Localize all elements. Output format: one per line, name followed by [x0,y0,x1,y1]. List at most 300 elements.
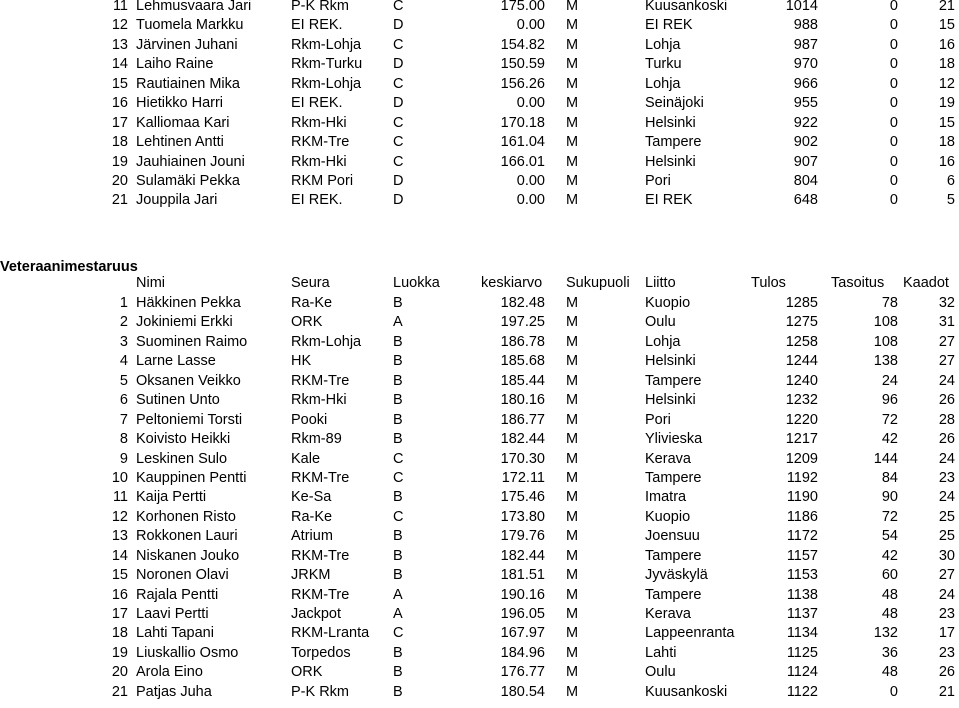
cell-score: 1240 [785,372,818,389]
cell-name: Liuskallio Osmo [136,644,239,661]
cell-average: 181.51 [500,567,545,584]
cell-average: 185.44 [500,372,545,389]
table-row [0,391,959,410]
cell-club: Ra-Ke [291,295,333,311]
cell-class: B [393,392,403,409]
table-row [0,450,959,469]
cell-handicap: 54 [881,528,898,545]
cell-name: Hietikko Harri [136,95,224,112]
cell-average: 167.97 [500,625,545,642]
cell-association: Helsinki [645,392,696,409]
cell-handicap: 0 [889,153,898,170]
cell-rank: 19 [111,153,128,170]
cell-association: Jyväskylä [645,567,708,584]
cell-strikes: 26 [938,664,955,681]
cell-handicap: 72 [881,508,898,525]
cell-gender: M [566,0,579,14]
cell-score: 1157 [786,547,818,564]
cell-club: Jackpot [291,606,341,622]
table-row [0,547,959,566]
table-row [0,469,959,488]
cell-club: EI REK. [291,192,343,209]
cell-gender: M [566,192,579,209]
cell-rank: 14 [111,547,128,564]
cell-handicap: 0 [889,172,898,189]
cell-class: D [393,56,404,73]
cell-score: 1124 [786,664,818,681]
cell-association: Kuusankoski [645,0,728,14]
cell-club: ORK [291,314,323,331]
cell-name: Rautiainen Mika [136,75,240,92]
cell-name: Suominen Raimo [136,333,248,350]
cell-score: 987 [793,36,818,53]
cell-gender: M [566,567,579,584]
cell-association: Imatra [645,489,687,506]
cell-handicap: 0 [889,95,898,112]
cell-club: Rkm-Lohja [291,333,362,350]
cell-score: 1209 [785,450,818,467]
cell-class: B [393,644,403,661]
cell-gender: M [566,353,579,370]
cell-name: Larne Lasse [136,353,216,370]
cell-gender: M [566,625,579,642]
cell-gender: M [566,314,579,331]
cell-gender: M [566,392,579,409]
cell-association: Turku [645,56,682,73]
cell-score: 1217 [785,431,818,448]
cell-association: Seinäjoki [645,95,704,112]
table-row [0,333,959,352]
cell-score: 648 [793,192,818,209]
cell-handicap: 48 [881,586,898,603]
cell-association: EI REK [645,192,693,209]
cell-strikes: 31 [938,314,955,331]
cell-club: EI REK. [291,17,343,34]
cell-association: Lappeenranta [645,625,735,642]
cell-name: Kaija Pertti [136,489,207,506]
cell-average: 0.00 [516,17,545,34]
cell-gender: M [566,528,579,545]
cell-average: 170.18 [500,114,545,131]
cell-average: 180.16 [500,392,545,409]
cell-class: C [393,114,404,131]
veteran-results-table [0,294,959,702]
cell-average: 179.76 [500,528,545,545]
header-seura: Seura [291,275,330,291]
cell-rank: 19 [111,644,128,661]
cell-gender: M [566,295,579,311]
table-row [0,372,959,391]
cell-strikes: 21 [938,683,955,700]
table-row [0,488,959,507]
cell-rank: 12 [111,17,128,34]
cell-rank: 4 [119,353,128,370]
cell-handicap: 0 [889,192,898,209]
table-row [0,172,959,191]
cell-strikes: 24 [938,372,955,389]
cell-club: RKM-Tre [291,372,350,389]
cell-gender: M [566,172,579,189]
cell-class: C [393,508,404,525]
table-row [0,114,959,133]
cell-strikes: 12 [938,75,955,92]
cell-score: 1134 [786,625,818,642]
cell-association: Oulu [645,664,676,681]
cell-association: Helsinki [645,114,696,131]
results-table-top [0,0,959,211]
cell-strikes: 23 [938,644,955,661]
cell-gender: M [566,450,579,467]
cell-name: Jouppila Jari [136,192,218,209]
cell-name: Jokiniemi Erkki [136,314,233,331]
cell-strikes: 18 [938,56,955,73]
cell-club: RKM-Tre [291,134,350,151]
cell-handicap: 84 [881,469,898,486]
cell-gender: M [566,153,579,170]
cell-handicap: 0 [889,36,898,53]
cell-rank: 16 [111,586,128,603]
cell-association: Ylivieska [645,431,703,448]
cell-rank: 14 [111,56,128,73]
cell-average: 184.96 [500,644,545,661]
cell-strikes: 27 [938,353,955,370]
cell-association: Tampere [645,134,702,151]
cell-handicap: 42 [881,431,898,448]
cell-association: Tampere [645,372,702,389]
cell-name: Koivisto Heikki [136,431,231,448]
cell-score: 1186 [786,508,818,525]
cell-name: Rajala Pentti [136,586,219,603]
cell-club: ORK [291,664,323,681]
cell-score: 1122 [786,683,818,700]
cell-handicap: 0 [889,75,898,92]
cell-handicap: 132 [873,625,898,642]
cell-score: 1153 [786,567,818,584]
cell-rank: 6 [119,392,128,409]
cell-name: Rokkonen Lauri [136,528,238,545]
cell-handicap: 78 [881,295,898,311]
cell-class: B [393,664,403,681]
cell-score: 1172 [786,528,818,545]
cell-handicap: 0 [889,17,898,34]
cell-strikes: 25 [938,528,955,545]
cell-association: Helsinki [645,353,696,370]
cell-average: 180.54 [500,683,545,700]
cell-club: JRKM [291,567,331,584]
cell-rank: 10 [111,469,128,486]
cell-score: 1137 [786,606,818,622]
cell-class: B [393,567,403,584]
cell-strikes: 17 [938,625,955,642]
cell-club: Rkm-89 [291,431,342,448]
cell-strikes: 21 [938,0,955,14]
cell-score: 1244 [785,353,818,370]
cell-club: Rkm-Lohja [291,36,362,53]
cell-rank: 21 [111,192,128,209]
cell-score: 1192 [786,469,818,486]
cell-club: Rkm-Lohja [291,75,362,92]
cell-association: Joensuu [645,528,700,545]
header-luokka: Luokka [393,275,440,291]
cell-gender: M [566,644,579,661]
header-keskiarvo: keskiarvo [481,275,543,291]
cell-rank: 3 [119,333,128,350]
cell-club: Torpedos [291,644,351,661]
cell-handicap: 60 [881,567,898,584]
cell-rank: 8 [119,431,128,448]
cell-average: 166.01 [500,153,545,170]
cell-association: Tampere [645,547,702,564]
cell-class: D [393,172,404,189]
cell-association: Lahti [645,644,677,661]
cell-gender: M [566,333,579,350]
cell-strikes: 32 [938,295,955,311]
cell-gender: M [566,17,579,34]
cell-association: EI REK [645,17,693,34]
cell-rank: 11 [112,0,128,14]
cell-rank: 13 [111,36,128,53]
cell-name: Kalliomaa Kari [136,114,230,131]
cell-average: 182.44 [500,431,545,448]
cell-club: Atrium [291,528,333,545]
table-row [0,55,959,74]
cell-name: Arola Eino [136,664,203,681]
cell-association: Pori [645,172,671,189]
cell-average: 154.82 [500,36,545,53]
cell-rank: 20 [111,664,128,681]
cell-average: 170.30 [500,450,545,467]
cell-strikes: 27 [938,333,955,350]
cell-average: 197.25 [500,314,545,331]
cell-average: 156.26 [500,75,545,92]
cell-gender: M [566,683,579,700]
cell-club: Rkm-Hki [291,153,347,170]
cell-rank: 1 [119,295,128,311]
cell-rank: 20 [111,172,128,189]
cell-class: D [393,95,404,112]
cell-strikes: 19 [938,95,955,112]
cell-strikes: 24 [938,489,955,506]
cell-association: Kerava [645,450,691,467]
cell-gender: M [566,469,579,486]
cell-club: Ke-Sa [291,489,332,506]
cell-class: D [393,192,404,209]
cell-name: Oksanen Veikko [136,372,241,389]
cell-strikes: 6 [946,172,955,189]
cell-average: 190.16 [500,586,545,603]
cell-class: B [393,489,403,506]
cell-handicap: 48 [881,664,898,681]
cell-class: C [393,36,404,53]
cell-class: B [393,333,403,350]
cell-strikes: 24 [938,586,955,603]
cell-name: Leskinen Sulo [136,450,228,467]
cell-strikes: 5 [946,192,955,209]
cell-handicap: 24 [881,372,898,389]
cell-gender: M [566,134,579,151]
cell-strikes: 26 [938,431,955,448]
cell-class: C [393,134,404,151]
cell-average: 186.78 [500,333,545,350]
cell-handicap: 108 [873,333,898,350]
cell-strikes: 27 [938,567,955,584]
cell-association: Lohja [645,75,681,92]
cell-club: RKM-Lranta [291,625,370,642]
cell-handicap: 90 [881,489,898,506]
table-row [0,683,959,702]
cell-average: 161.04 [500,134,545,151]
cell-score: 1014 [785,0,818,14]
cell-name: Lahti Tapani [136,625,214,642]
cell-name: Noronen Olavi [136,567,229,584]
cell-name: Niskanen Jouko [136,547,240,564]
cell-strikes: 15 [938,114,955,131]
cell-rank: 17 [111,114,128,131]
cell-rank: 18 [111,625,128,642]
cell-rank: 17 [111,606,128,622]
cell-rank: 15 [111,75,128,92]
cell-association: Tampere [645,469,702,486]
cell-average: 186.77 [500,411,545,428]
cell-association: Lohja [645,36,681,53]
cell-association: Kuusankoski [645,683,728,700]
cell-average: 172.11 [501,469,545,486]
cell-strikes: 26 [938,392,955,409]
cell-club: RKM Pori [291,172,354,189]
table-row [0,313,959,332]
cell-rank: 16 [111,95,128,112]
cell-name: Tuomela Markku [136,17,244,34]
header-tulos: Tulos [751,275,786,291]
table-row [0,133,959,152]
cell-name: Sulamäki Pekka [136,172,240,189]
table-row [0,294,959,313]
cell-average: 0.00 [516,192,545,209]
table-row [0,411,959,430]
cell-gender: M [566,547,579,564]
cell-score: 907 [793,153,818,170]
cell-name: Kauppinen Pentti [136,469,247,486]
cell-gender: M [566,114,579,131]
cell-association: Kuopio [645,295,691,311]
cell-strikes: 28 [938,411,955,428]
cell-average: 0.00 [516,95,545,112]
cell-strikes: 16 [938,36,955,53]
cell-strikes: 15 [938,17,955,34]
cell-handicap: 96 [881,392,898,409]
cell-name: Sutinen Unto [136,392,220,409]
table-row [0,644,959,663]
cell-rank: 12 [111,508,128,525]
cell-handicap: 48 [881,606,898,622]
cell-name: Lehtinen Antti [136,134,224,151]
cell-name: Peltoniemi Torsti [136,411,243,428]
cell-club: HK [291,353,312,370]
cell-average: 196.05 [500,606,545,622]
cell-class: B [393,528,403,545]
cell-strikes: 24 [938,450,955,467]
cell-rank: 7 [119,411,128,428]
cell-name: Häkkinen Pekka [136,295,241,311]
cell-score: 955 [793,95,818,112]
cell-club: Rkm-Turku [291,56,363,73]
cell-rank: 18 [111,134,128,151]
cell-club: RKM-Tre [291,469,350,486]
section-title: Veteraanimestaruus [0,259,138,275]
cell-strikes: 30 [938,547,955,564]
cell-score: 1125 [786,644,818,661]
cell-class: B [393,431,403,448]
header-kaadot: Kaadot [903,275,949,291]
cell-name: Järvinen Juhani [136,36,238,53]
cell-score: 1138 [786,586,818,603]
cell-club: Rkm-Hki [291,114,347,131]
cell-name: Laavi Pertti [136,606,209,622]
header-nimi: Nimi [136,275,165,291]
cell-gender: M [566,489,579,506]
cell-score: 1232 [785,392,818,409]
cell-club: Kale [291,450,321,467]
cell-class: A [393,586,403,603]
cell-gender: M [566,664,579,681]
cell-association: Lohja [645,333,681,350]
cell-class: C [393,0,404,14]
cell-club: P-K Rkm [291,683,349,700]
table-row [0,191,959,210]
cell-handicap: 138 [873,353,898,370]
table-row [0,605,959,624]
cell-name: Lehmusvaara Jari [136,0,252,14]
cell-class: B [393,295,403,311]
cell-association: Helsinki [645,153,696,170]
cell-class: A [393,606,403,622]
cell-class: B [393,353,403,370]
cell-handicap: 144 [873,450,898,467]
table-row [0,527,959,546]
cell-handicap: 108 [873,314,898,331]
cell-strikes: 23 [938,606,955,622]
cell-rank: 9 [119,450,128,467]
cell-average: 176.77 [500,664,545,681]
table-row [0,508,959,527]
cell-handicap: 0 [889,0,898,14]
cell-average: 182.44 [500,547,545,564]
table-row [0,16,959,35]
cell-rank: 13 [111,528,128,545]
cell-score: 1285 [785,295,818,311]
cell-average: 175.46 [500,489,545,506]
cell-score: 1220 [785,411,818,428]
cell-club: RKM-Tre [291,586,350,603]
cell-name: Korhonen Risto [136,508,236,525]
cell-association: Pori [645,411,671,428]
cell-average: 150.59 [500,56,545,73]
cell-score: 966 [793,75,818,92]
cell-average: 173.80 [500,508,545,525]
cell-club: Ra-Ke [291,508,333,525]
header-row [0,274,959,293]
cell-score: 988 [793,17,818,34]
cell-class: C [393,469,404,486]
cell-class: B [393,547,403,564]
cell-handicap: 72 [881,411,898,428]
cell-rank: 21 [111,683,128,700]
cell-strikes: 25 [938,508,955,525]
cell-name: Patjas Juha [136,683,212,700]
cell-class: A [393,314,403,331]
cell-gender: M [566,586,579,603]
cell-class: C [393,75,404,92]
